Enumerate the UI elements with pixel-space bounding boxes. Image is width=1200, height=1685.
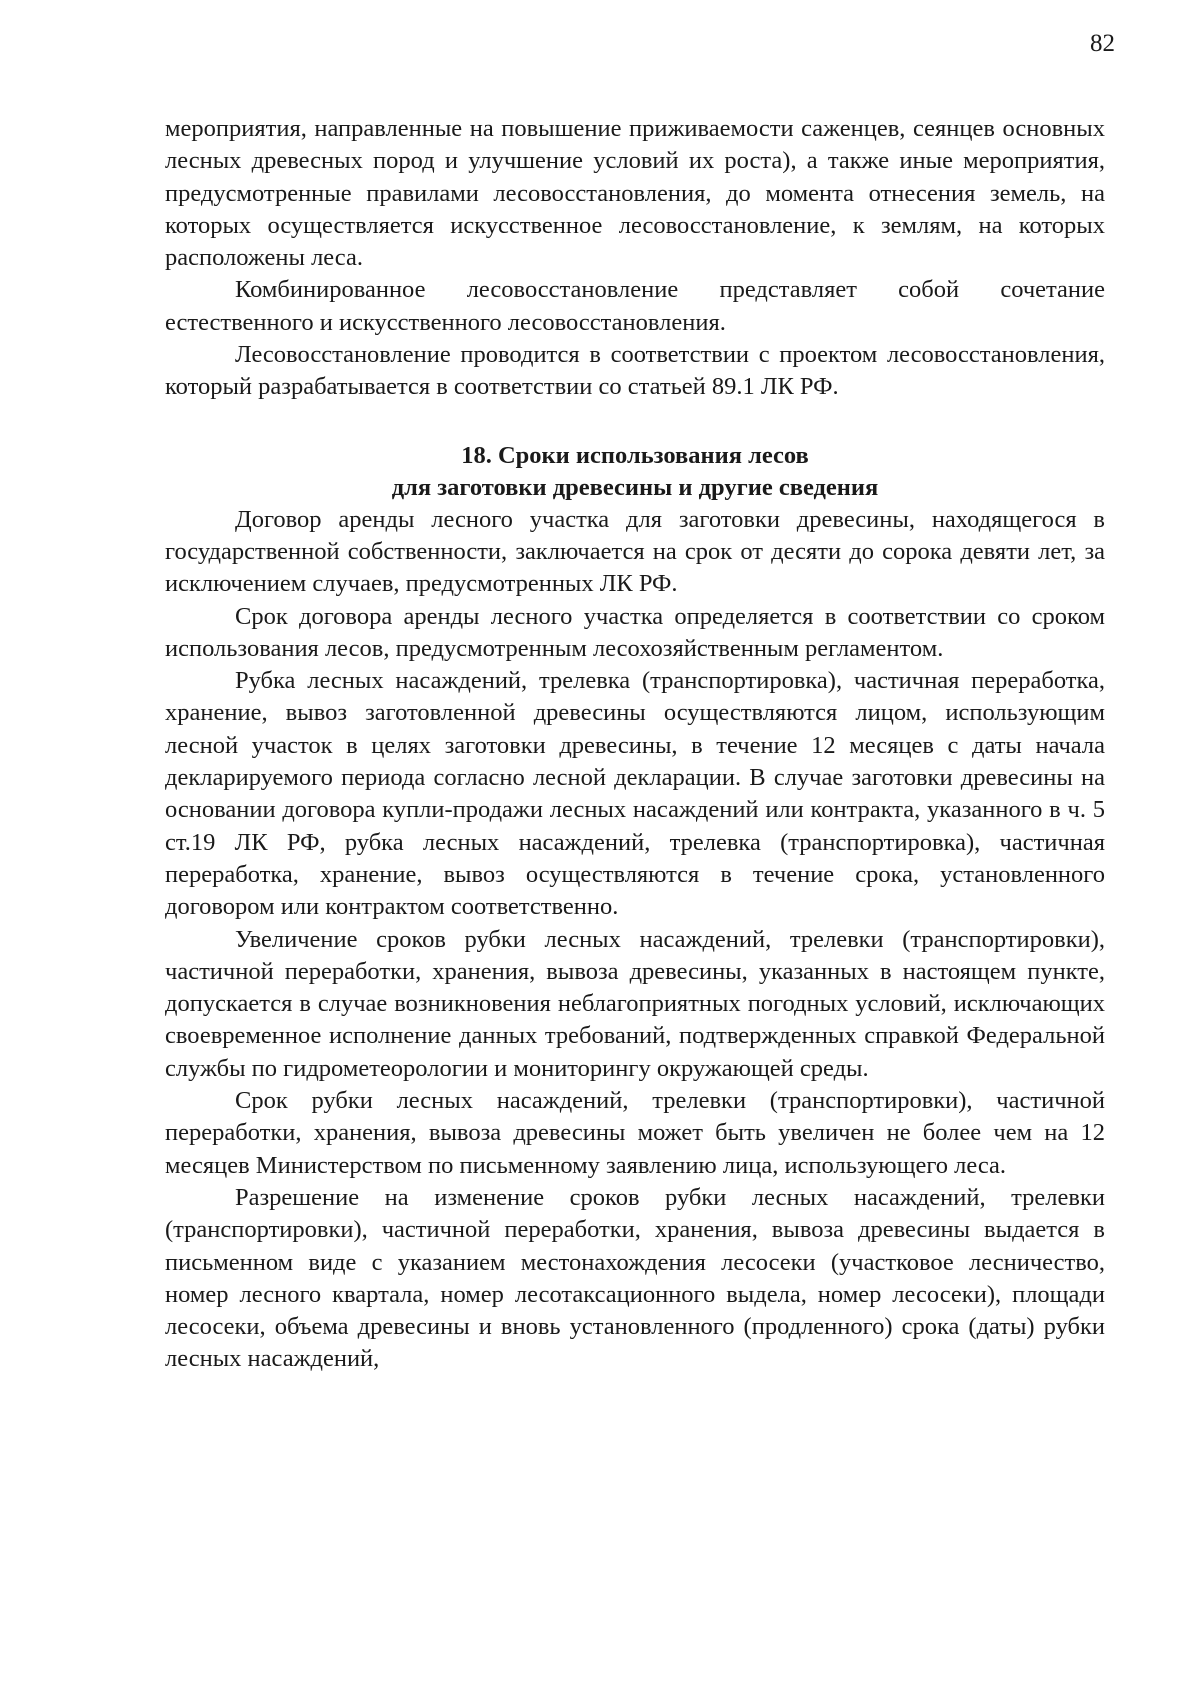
paragraph: Рубка лесных насаждений, трелевка (транспортировка), частичная переработка, хранение, вывоз заготовленной древесины осуществляются лицом, использующим лесной участок в целях заготовки древесины, в течение 12 месяцев с даты начала декларируемого периода согласно лесной декларации. В случае заготовки древесины на основании договора купли-продажи лесных насаждений или контракта, указанного в ч. 5 ст.19 ЛК РФ, рубка лесных насаждений, трелевка (транспортировка), частичная переработка, хранение, вывоз осуществляются в течение срока, установленного договором или контрактом соответственно. <box>165 667 1105 921</box>
paragraph: Увеличение сроков рубки лесных насаждений, трелевки (транспортировки), частичной переработки, хранения, вывоза древесины, указанных в настоящем пункте, допускается в случае возникновения неблагоприятных погодных условий, исключающих своевременное исполнение данных требований, подтвержденных справкой Федеральной службы по гидрометеорологии и мониторингу окружающей среды. <box>165 925 1105 1082</box>
document-body <box>165 113 1105 1376</box>
paragraph: Срок рубки лесных насаждений, трелевки (транспортировки), частичной переработки, хранения, вывоза древесины может быть увеличен не более чем на 12 месяцев Министерством по письменному заявлению лица, использующего леса. <box>165 1087 1105 1179</box>
paragraph: Договор аренды лесного участка для заготовки древесины, находящегося в государственной собственности, заключается на срок от десяти до сорока девяти лет, за исключением случаев, предусмотренных ЛК РФ. <box>165 505 1105 598</box>
paragraph: Разрешение на изменение сроков рубки лесных насаждений, трелевки (транспортировки), частичной переработки, хранения, вывоза древесины выдается в письменном виде с указанием местонахождения лесосеки (участковое лесничество, номер лесного квартала, номер лесотаксационного выдела, номер лесосеки), площади лесосеки, объема древесины и вновь установленного (продленного) срока (даты) рубки лесных насаждений, <box>165 1183 1105 1373</box>
paragraph: мероприятия, направленные на повышение приживаемости саженцев, сеянцев основных лесных древесных пород и улучшение условий их роста), а также иные мероприятия, предусмотренные правилами лесовосстановления, до момента отнесения земель, на которых осуществляется искусственное лесовосстановление, к землям, на которых расположены леса. <box>165 115 1105 272</box>
section-title-line-1: 18. Сроки использования лесов <box>461 441 809 469</box>
section-heading <box>165 440 1105 504</box>
paragraph: Срок договора аренды лесного участка определяется в соответствии со сроком использования лесов, предусмотренным лесохозяйственным регламентом. <box>165 602 1105 662</box>
paragraph: Лесовосстановление проводится в соответствии с проектом лесовосстановления, который разрабатывается в соответствии со статьей 89.1 ЛК РФ. <box>165 341 1105 401</box>
section-title-line-2: для заготовки древесины и другие сведения <box>391 473 879 501</box>
page-number: 82 <box>1090 30 1115 57</box>
paragraph: Комбинированное лесовосстановление представляет собой сочетание естественного и искусственного лесовосстановления. <box>165 276 1105 336</box>
